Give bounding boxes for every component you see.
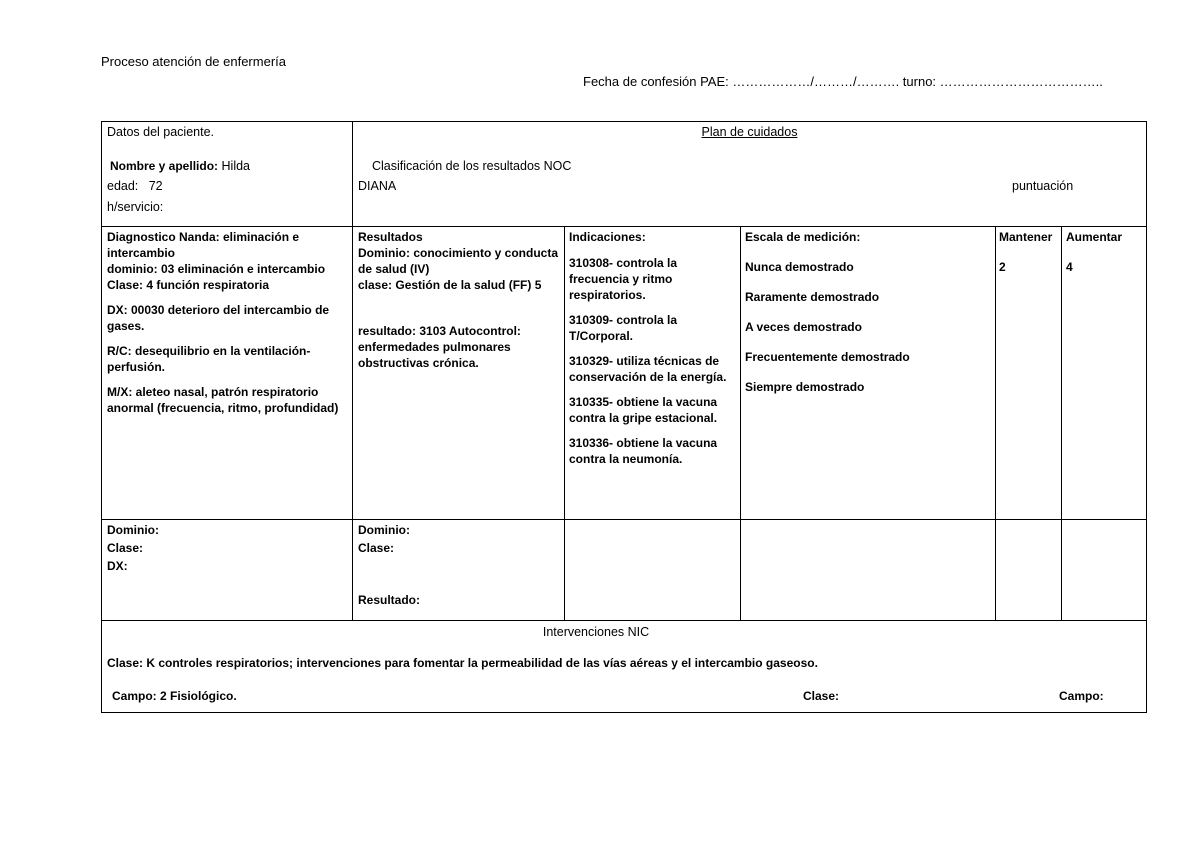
row2-left-dx: DX:	[107, 559, 128, 573]
col-divider-3	[740, 226, 741, 620]
indicacion-5: 310336- obtiene la vacuna contra la neumonía.	[569, 436, 718, 466]
indicaciones-heading: Indicaciones:	[569, 230, 646, 244]
diagnostico-nanda: Diagnostico Nanda: eliminación e intercambio	[107, 230, 300, 260]
row2-left-cell	[107, 522, 347, 583]
patient-age-label: edad:	[107, 179, 139, 193]
patient-age-value: 72	[148, 179, 163, 193]
patient-service-label: h/servicio:	[107, 200, 164, 214]
mantener-value: 2	[999, 260, 1006, 274]
diagnostico-rc: R/C: desequilibrio en la ventilación-perfusión.	[107, 344, 311, 374]
fecha-turno-line: Fecha de confesión PAE: ………………/………/………. turno: ………………………………..	[583, 74, 1103, 89]
row-divider-2	[102, 519, 1146, 520]
col-divider-5	[1061, 226, 1062, 620]
row2-mid-resultado: Resultado:	[358, 593, 421, 607]
escala-raramente: Raramente demostrado	[745, 290, 880, 304]
aumentar-value: 4	[1066, 260, 1073, 274]
indicacion-2: 310309- controla la T/Corporal.	[569, 313, 678, 343]
indicaciones-cell	[569, 229, 734, 476]
row2-mid-cell	[358, 522, 558, 617]
mantener-cell	[999, 229, 1059, 284]
resultados-dominio: Dominio: conocimiento y conducta de salud (IV)	[358, 246, 559, 276]
care-plan-table	[101, 121, 1147, 713]
indicacion-4: 310335- obtiene la vacuna contra la gripe estacional.	[569, 395, 718, 425]
diagnostico-cell	[107, 229, 347, 425]
col-divider-4	[995, 226, 996, 620]
diagnostico-mx: M/X: aleteo nasal, patrón respiratorio anormal (frecuencia, ritmo, profundidad)	[107, 385, 339, 415]
puntuacion-label: puntuación	[1012, 179, 1074, 193]
diagnostico-clase: Clase: 4 función respiratoria	[107, 278, 270, 292]
resultados-resultado: resultado: 3103 Autocontrol: enfermedades pulmonares obstructivas crónica.	[358, 324, 521, 370]
document-title: Proceso atención de enfermería	[101, 54, 286, 69]
nic-campo-right-label: Campo:	[1059, 689, 1104, 703]
aumentar-cell	[1066, 229, 1144, 284]
row2-left-dominio: Dominio:	[107, 523, 159, 537]
patient-name	[110, 158, 250, 174]
nic-clase-label: Clase:	[803, 689, 840, 703]
patient-name-value: Hilda	[221, 159, 251, 173]
col-divider-1	[352, 122, 353, 620]
row2-mid-dominio: Dominio:	[358, 523, 410, 537]
indicacion-3: 310329- utiliza técnicas de conservación de la energía.	[569, 354, 727, 384]
patient-name-label: Nombre y apellido:	[110, 159, 219, 173]
indicacion-1: 310308- controla la frecuencia y ritmo respiratorios.	[569, 256, 678, 302]
row2-left-clase: Clase:	[107, 541, 144, 555]
escala-frecuentemente: Frecuentemente demostrado	[745, 350, 910, 364]
nic-title: Intervenciones NIC	[542, 625, 650, 639]
col-divider-2	[564, 226, 565, 620]
escala-siempre: Siempre demostrado	[745, 380, 865, 394]
resultados-heading: Resultados	[358, 230, 423, 244]
row-divider-3	[102, 620, 1146, 621]
resultados-clase: clase: Gestión de la salud (FF) 5	[358, 278, 542, 292]
plan-title: Plan de cuidados	[701, 125, 798, 139]
escala-heading: Escala de medición:	[745, 230, 861, 244]
escala-nunca: Nunca demostrado	[745, 260, 854, 274]
patient-age	[107, 178, 163, 194]
diagnostico-dominio: dominio: 03 eliminación e intercambio	[107, 262, 326, 276]
diagnostico-dx: DX: 00030 deterioro del intercambio de gases.	[107, 303, 330, 333]
noc-label: Clasificación de los resultados NOC	[372, 159, 572, 173]
aumentar-heading: Aumentar	[1066, 230, 1123, 244]
escala-a-veces: A veces demostrado	[745, 320, 862, 334]
row-divider-1	[102, 226, 1146, 227]
escala-cell	[745, 229, 990, 404]
nic-clase-line: Clase: K controles respiratorios; intervenciones para fomentar la permeabilidad de las vías aéreas y el intercambio gaseoso.	[107, 656, 818, 670]
nic-campo-label: Campo: 2 Fisiológico.	[112, 689, 237, 703]
mantener-heading: Mantener	[999, 230, 1053, 244]
patient-heading: Datos del paciente.	[107, 125, 215, 139]
row2-mid-clase: Clase:	[358, 541, 395, 555]
diana-label: DIANA	[358, 179, 397, 193]
resultados-cell	[358, 229, 558, 380]
